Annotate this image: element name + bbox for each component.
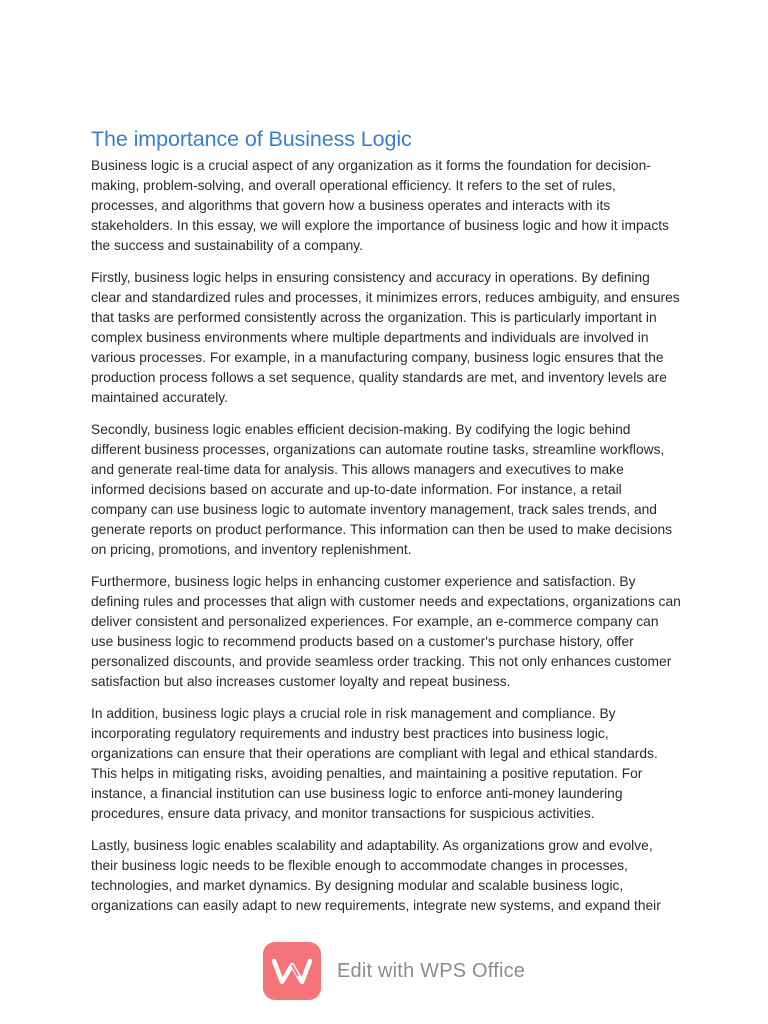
- edit-with-wps-label[interactable]: Edit with WPS Office: [337, 959, 526, 982]
- wps-office-logo-icon[interactable]: [263, 942, 321, 1000]
- paragraph-5: In addition, business logic plays a crucial role in risk management and compliance. By incorporating regulatory requirements and industry best practices into business logic, organizations can ensure that their operations are compliant with legal and ethical standards. This helps in mitigating risks, avoiding penalties, and maintaining a positive reputation. For instance, a financial institution can use business logic to enforce anti-money laundering procedures, ensure data privacy, and monitor transactions for suspicious activities.: [91, 706, 658, 821]
- paragraph-6: Lastly, business logic enables scalability and adaptability. As organizations grow and evolve, their business logic needs to be flexible enough to accommodate changes in processes, technologies, and market dynamics. By designing modular and scalable business logic, organizations can easily adapt to new requirements, integrate new systems, and expand their: [91, 838, 661, 913]
- paragraph-3: Secondly, business logic enables efficient decision-making. By codifying the logic behind different business processes, organizations can automate routine tasks, streamline workflows, and generate real-time data for analysis. This allows managers and executives to make informed decisions based on accurate and up-to-date information. For instance, a retail company can use business logic to automate inventory management, track sales trends, and generate reports on product performance. This information can then be used to make decisions on pricing, promotions, and inventory replenishment.: [91, 422, 673, 557]
- paragraph-1: Business logic is a crucial aspect of any organization as it forms the foundation for decision-making, problem-solving, and overall operational efficiency. It refers to the set of rules, processes, and algorithms that govern how a business operates and interacts with its stakeholders. In this essay, we will explore the importance of business logic and how it impacts the success and sustainability of a company.: [91, 158, 669, 253]
- paragraph-4: Furthermore, business logic helps in enhancing customer experience and satisfaction. By defining rules and processes that align with customer needs and expectations, organizations can deliver consistent and personalized experiences. For example, an e-commerce company can use business logic to recommend products based on a customer's purchase history, offer personalized discounts, and provide seamless order tracking. This not only enhances customer satisfaction but also increases customer loyalty and repeat business.: [91, 574, 681, 689]
- document-title: The importance of Business Logic: [91, 127, 412, 151]
- document-page: [91, 124, 681, 928]
- paragraph-2: Firstly, business logic helps in ensuring consistency and accuracy in operations. By defining clear and standardized rules and processes, it minimizes errors, reduces ambiguity, and ensures that tasks are performed consistently across the organization. This is particularly important in complex business environments where multiple departments and individuals are involved in various processes. For example, in a manufacturing company, business logic ensures that the production process follows a set sequence, quality standards are met, and inventory levels are maintained accurately.: [91, 270, 680, 405]
- wps-edit-banner[interactable]: [263, 942, 525, 1000]
